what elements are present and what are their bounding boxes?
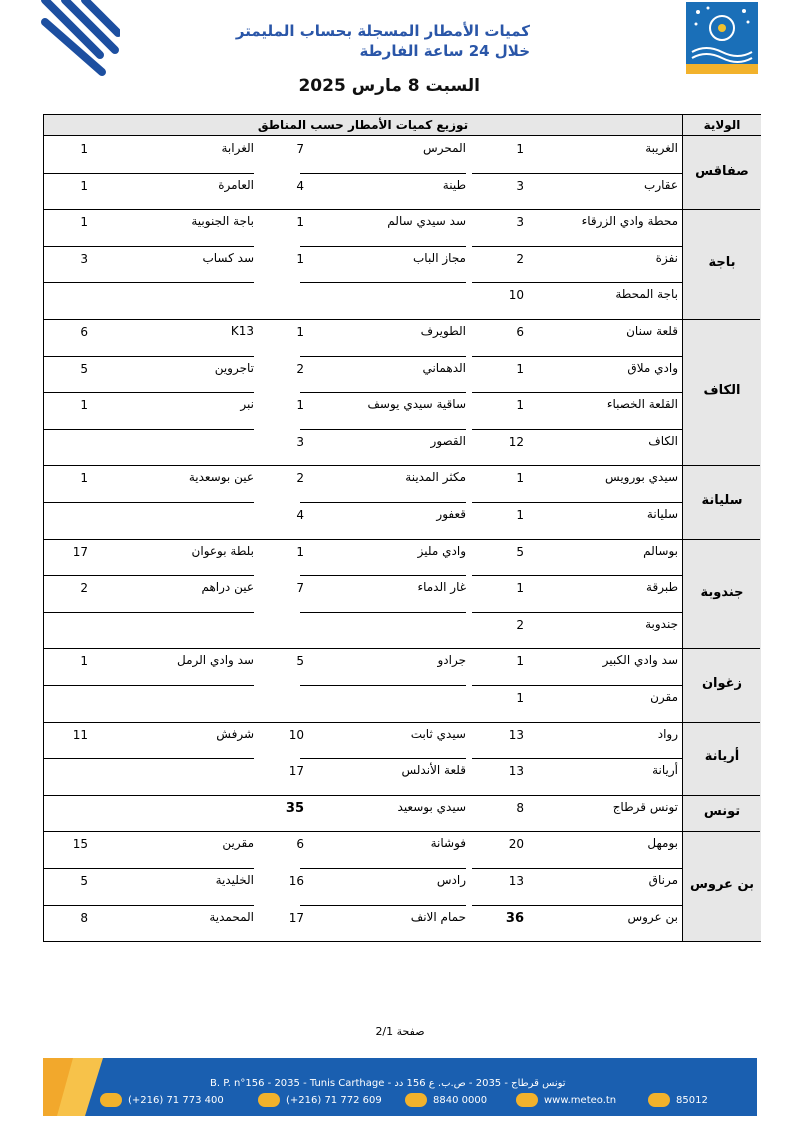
rainfall-value: 1 [80, 142, 88, 156]
station-name: القصور [430, 433, 466, 448]
cell-underline [44, 758, 254, 759]
rainfall-value: 6 [80, 325, 88, 339]
rainfall-value: 10 [288, 727, 304, 742]
sms-icon [648, 1093, 670, 1107]
station-name: عقارب [644, 177, 678, 192]
station-name: قلعة سنان [626, 324, 678, 338]
governorate-separator [44, 831, 760, 832]
rainfall-value: 35 [285, 800, 304, 816]
station-name: سد وادي الكبير [602, 653, 678, 668]
station-name: شرفش [216, 726, 254, 741]
cell-underline [472, 575, 682, 576]
rainfall-value: 7 [296, 142, 304, 156]
station-name: سليانة [646, 507, 678, 521]
cell-underline [300, 356, 466, 357]
station-name: سيدي بورويس [605, 470, 678, 485]
rainfall-value: 3 [516, 178, 524, 193]
station-name: مكثر المدينة [405, 470, 466, 485]
phone-icon [100, 1093, 122, 1107]
rainfall-value: 17 [288, 910, 304, 925]
cell-underline [472, 246, 682, 247]
station-name: جرادو [437, 653, 466, 668]
cell-underline [300, 392, 466, 393]
footer-phone: (+216) 71 773 400 [100, 1093, 224, 1107]
station-name: وادي مليز [417, 543, 466, 558]
station-name: مرناق [648, 873, 678, 887]
governorate-separator [44, 465, 760, 466]
governorate-name: صفاقس [695, 163, 749, 179]
governorate-name: بن عروس [689, 877, 755, 893]
rainfall-value: 16 [288, 874, 304, 888]
footer-website[interactable]: www.meteo.tn [516, 1093, 616, 1107]
governorate-separator [44, 722, 760, 723]
station-name: القلعة الخصباء [606, 397, 678, 412]
cell-underline [472, 868, 682, 869]
cell-underline [300, 612, 466, 613]
cell-underline [300, 502, 466, 503]
station-name: نفزة [655, 250, 678, 265]
cell-underline [44, 685, 254, 686]
cell-underline [44, 429, 254, 430]
cell-underline [300, 246, 466, 247]
rainfall-value: 12 [508, 434, 524, 449]
governorate-name: جندوبة [700, 584, 744, 600]
page-number: صفحة 2/1 [375, 1025, 425, 1038]
governorate-name: الكاف [703, 383, 741, 399]
rainfall-value: 1 [296, 398, 304, 413]
report-title: كميات الأمطار المسجلة بحساب المليمتر [235, 22, 530, 40]
cell-underline [44, 868, 254, 869]
rainfall-value: 5 [80, 361, 88, 376]
rainfall-value: 2 [296, 361, 304, 376]
footer-address: B. P. n°156 - 2035 - Tunis Carthage - تونس قرطاج - 2035 - ص.ب. ع 156 دد [210, 1078, 566, 1089]
rainfall-value: 17 [72, 544, 88, 559]
cell-underline [44, 282, 254, 283]
station-name: الدهماني [422, 360, 466, 375]
station-name: سيدي بوسعيد [397, 799, 466, 814]
station-name: تاجروين [214, 360, 254, 375]
rainfall-value: 1 [296, 544, 304, 559]
cell-underline [44, 502, 254, 503]
rainfall-value: 1 [516, 471, 524, 486]
station-name: قعفور [436, 507, 466, 521]
station-name: مجاز الباب [412, 250, 466, 265]
governorate-separator [44, 209, 760, 210]
rainfall-value: 7 [296, 581, 304, 596]
station-name: قلعة الأندلس [401, 763, 466, 778]
rainfall-table [43, 114, 761, 942]
rainfall-value: 13 [508, 727, 524, 742]
rainfall-value: 2 [80, 581, 88, 596]
rainfall-value: 36 [505, 910, 524, 926]
cell-underline [300, 575, 466, 576]
rainfall-value: 1 [296, 251, 304, 266]
cell-underline [300, 173, 466, 174]
rainfall-value: 1 [516, 508, 524, 522]
cell-underline [44, 173, 254, 174]
cell-underline [300, 905, 466, 906]
cell-underline [300, 868, 466, 869]
station-name: حمام الانف [410, 909, 466, 924]
rainfall-value: 3 [80, 251, 88, 266]
footer-sms: 85012 [648, 1093, 708, 1107]
station-name: ساقية سيدي يوسف [367, 397, 466, 412]
cell-underline [472, 282, 682, 283]
station-name: عين دراهم [201, 580, 254, 595]
governorate-separator [44, 539, 760, 540]
rainfall-value: 15 [72, 837, 88, 852]
rainfall-value: 3 [516, 215, 524, 230]
rainfall-value: 5 [516, 544, 524, 559]
rainfall-value: 13 [508, 874, 524, 888]
rainfall-value: 1 [516, 691, 524, 705]
rainfall-value: 1 [296, 215, 304, 230]
governorate-name: زغوان [701, 676, 743, 691]
station-name: الخليدية [215, 873, 254, 887]
station-name: مقرين [222, 836, 254, 851]
station-name: الكاف [648, 433, 678, 448]
cell-underline [472, 429, 682, 430]
rainfall-value: 1 [516, 581, 524, 596]
cell-underline [44, 575, 254, 576]
rainfall-value: 8 [80, 910, 88, 925]
governorate-column-header: الولاية [683, 115, 761, 136]
station-name: فوشانة [430, 836, 466, 851]
rainfall-value: 6 [516, 325, 524, 339]
rainfall-value: 10 [508, 288, 524, 303]
station-name: سد وادي الرمل [177, 653, 254, 668]
station-name: بوسالم [643, 543, 678, 558]
rainfall-value: 1 [80, 215, 88, 230]
rainfall-value: 3 [296, 434, 304, 449]
rainfall-value: 5 [296, 654, 304, 669]
institute-logo [686, 2, 758, 74]
cell-underline [300, 685, 466, 686]
station-name: الغريبة [645, 141, 678, 155]
station-name: غار الدماء [417, 580, 466, 595]
rainfall-value: 2 [516, 617, 524, 632]
rainfall-value: 1 [516, 654, 524, 669]
station-name: سيدي ثابت [410, 726, 466, 741]
cell-underline [472, 685, 682, 686]
rainfall-value: 8 [516, 800, 524, 815]
governorate-name: تونس [703, 804, 741, 820]
station-name: بلطة بوعوان [191, 543, 254, 558]
station-name: طبرقة [646, 580, 678, 595]
station-name: وادي ملاق [627, 360, 678, 375]
rainfall-value: 6 [296, 837, 304, 852]
station-name: نبر [240, 397, 254, 412]
station-name: سد سيدي سالم [387, 214, 466, 229]
station-name: مقرن [650, 690, 678, 704]
footer-toll-free: 8840 0000 [405, 1093, 487, 1107]
governorate-name: باجة [708, 255, 736, 271]
cell-underline [44, 246, 254, 247]
toll-free-icon [405, 1093, 427, 1107]
rainfall-value: 1 [296, 325, 304, 339]
rainfall-value: 13 [508, 764, 524, 779]
station-name: سد كساب [202, 250, 254, 265]
zones-column-header: توزيع كميات الأمطار حسب المناطق [44, 115, 682, 136]
station-name: بومهل [647, 836, 678, 851]
cell-underline [300, 429, 466, 430]
governorate-name: أريانة [704, 749, 740, 765]
station-name: تونس قرطاج [612, 799, 678, 814]
cell-underline [472, 173, 682, 174]
rainfall-value: 2 [296, 471, 304, 486]
header-stripes-graphic [40, 0, 120, 80]
fax-icon [258, 1093, 280, 1107]
cell-underline [472, 758, 682, 759]
report-date: السبت 8 مارس 2025 [298, 76, 480, 96]
station-name: محطة وادي الزرقاء [581, 214, 678, 229]
rainfall-value: 1 [80, 178, 88, 193]
report-subtitle: خلال 24 ساعة الفارطة [359, 42, 530, 60]
station-name: الغرابة [221, 141, 254, 155]
governorate-separator [44, 648, 760, 649]
cell-underline [472, 612, 682, 613]
rainfall-value: 1 [516, 361, 524, 376]
rainfall-value: 1 [516, 398, 524, 413]
cell-underline [472, 502, 682, 503]
cell-underline [44, 356, 254, 357]
station-name: أريانة [652, 763, 678, 778]
governorate-name: سليانة [701, 493, 743, 508]
station-name: العامرة [218, 177, 254, 192]
cell-underline [300, 282, 466, 283]
rainfall-value: 4 [296, 178, 304, 193]
station-name: رواد [657, 726, 678, 741]
governorate-separator [44, 319, 760, 320]
governorate-column [682, 115, 761, 941]
rainfall-value: 17 [288, 764, 304, 779]
governorate-separator [44, 795, 760, 796]
station-name: الطويرف [420, 324, 466, 338]
station-name: باجة الجنوبية [191, 214, 254, 229]
cell-underline [44, 392, 254, 393]
station-name: بن عروس [627, 909, 678, 924]
cell-underline [472, 356, 682, 357]
station-name: جندوبة [645, 616, 678, 631]
station-name: رادس [436, 873, 466, 887]
station-name: باجة المحطة [615, 287, 678, 302]
cell-underline [44, 905, 254, 906]
rainfall-value: 1 [516, 142, 524, 156]
cell-underline [472, 392, 682, 393]
cell-underline [44, 612, 254, 613]
station-name: عين بوسعدية [188, 470, 254, 485]
station-name: K13 [230, 324, 254, 338]
cell-underline [472, 905, 682, 906]
footer-fax: (+216) 71 772 609 [258, 1093, 382, 1107]
station-name: طينة [442, 177, 466, 192]
rainfall-value: 11 [72, 727, 88, 742]
station-name: المحمدية [209, 909, 254, 924]
station-name: المحرس [423, 141, 466, 155]
cell-underline [300, 758, 466, 759]
rainfall-value: 2 [516, 251, 524, 266]
rainfall-value: 4 [296, 508, 304, 522]
rainfall-value: 1 [80, 654, 88, 669]
rainfall-value: 20 [508, 837, 524, 852]
rainfall-value: 1 [80, 398, 88, 413]
rainfall-value: 5 [80, 874, 88, 888]
globe-icon [516, 1093, 538, 1107]
rainfall-value: 1 [80, 471, 88, 486]
